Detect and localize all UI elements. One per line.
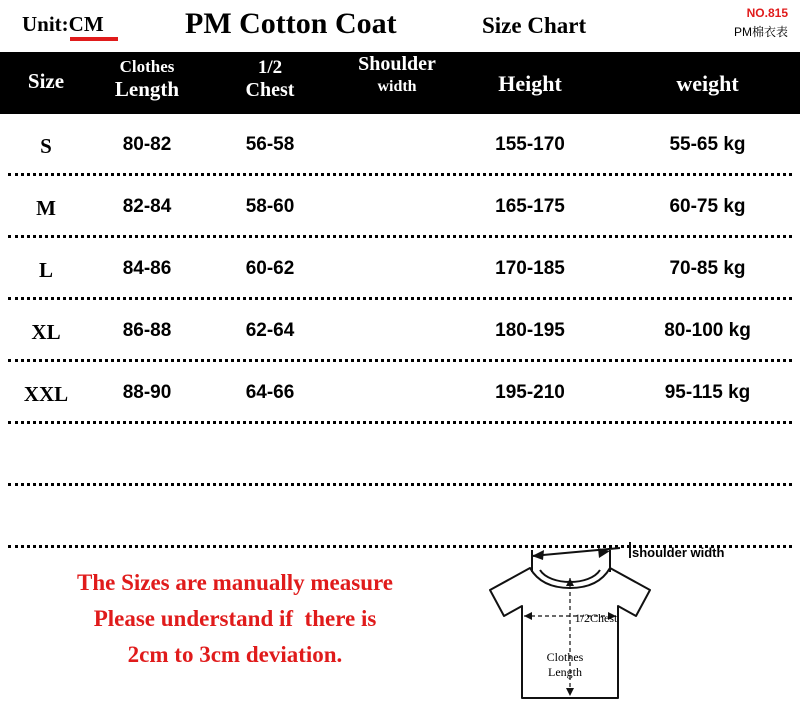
cell-weight: 95-115 kg bbox=[664, 382, 751, 403]
clothes-length-diagram-label bbox=[520, 650, 610, 680]
clothes-length-diagram-label-line1: Clothes bbox=[546, 650, 584, 664]
document-header bbox=[0, 0, 800, 52]
measurement-note bbox=[10, 565, 460, 673]
cell-clothes-length: 84-86 bbox=[122, 258, 172, 279]
shoulder-width-callout-label: shoulder width bbox=[632, 545, 725, 560]
cell-height: 180-195 bbox=[495, 320, 565, 341]
table-header-row bbox=[0, 52, 800, 114]
document-number: NO.815 bbox=[746, 6, 788, 20]
page-title: PM Cotton Coat bbox=[185, 7, 397, 40]
cell-clothes-length: 88-90 bbox=[122, 382, 172, 403]
cell-size: L bbox=[38, 258, 53, 282]
cell-height: 155-170 bbox=[495, 134, 565, 155]
cell-height: 165-175 bbox=[495, 196, 565, 217]
column-header-size: Size bbox=[27, 69, 65, 93]
cell-weight: 80-100 kg bbox=[664, 320, 751, 341]
half-chest-diagram-label: 1/2Chest bbox=[574, 611, 618, 625]
column-header-clothes-length-line1: Clothes bbox=[119, 57, 175, 76]
unit-label: Unit:CM bbox=[22, 12, 104, 36]
cell-size: M bbox=[36, 196, 56, 220]
column-header-shoulder-width-line2: width bbox=[377, 78, 417, 95]
note-line-2: Please understand if there is bbox=[93, 606, 377, 631]
cell-weight: 55-65 kg bbox=[669, 134, 746, 155]
cell-size: XL bbox=[31, 320, 61, 344]
page-subtitle: Size Chart bbox=[482, 13, 587, 38]
cell-half-chest: 60-62 bbox=[245, 258, 295, 279]
document-number-cn: PM棉衣表 bbox=[733, 25, 788, 39]
column-header-height: Height bbox=[498, 71, 562, 96]
column-header-clothes-length-line2: Length bbox=[114, 77, 180, 101]
table-row bbox=[0, 114, 800, 176]
table-row bbox=[0, 300, 800, 362]
cell-clothes-length: 82-84 bbox=[122, 196, 172, 217]
column-header-half-chest-line1: 1/2 bbox=[257, 57, 283, 78]
size-chart-table bbox=[0, 52, 800, 548]
table-row bbox=[0, 238, 800, 300]
cell-size: XXL bbox=[23, 382, 69, 406]
cell-half-chest: 62-64 bbox=[245, 320, 295, 341]
column-header-half-chest-line2: Chest bbox=[245, 79, 295, 101]
cell-half-chest: 58-60 bbox=[245, 196, 295, 217]
note-line-1: The Sizes are manually measure bbox=[76, 570, 394, 595]
cell-weight: 60-75 kg bbox=[669, 196, 746, 217]
cell-half-chest: 56-58 bbox=[245, 134, 295, 155]
cell-weight: 70-85 kg bbox=[669, 258, 746, 279]
column-header-weight: weight bbox=[676, 71, 739, 96]
cell-height: 195-210 bbox=[495, 382, 565, 403]
table-row bbox=[0, 362, 800, 424]
cell-height: 170-185 bbox=[495, 258, 565, 279]
note-line-3: 2cm to 3cm deviation. bbox=[127, 642, 343, 667]
table-row bbox=[0, 176, 800, 238]
cell-clothes-length: 80-82 bbox=[122, 134, 172, 155]
unit-underline bbox=[70, 37, 118, 41]
clothes-length-diagram-label-line2: Length bbox=[548, 665, 582, 679]
cell-size: S bbox=[40, 134, 52, 158]
cell-half-chest: 64-66 bbox=[245, 382, 295, 403]
table-row-empty bbox=[0, 424, 800, 486]
column-header-shoulder-width-line1: Shoulder bbox=[358, 53, 436, 75]
cell-clothes-length: 86-88 bbox=[122, 320, 172, 341]
